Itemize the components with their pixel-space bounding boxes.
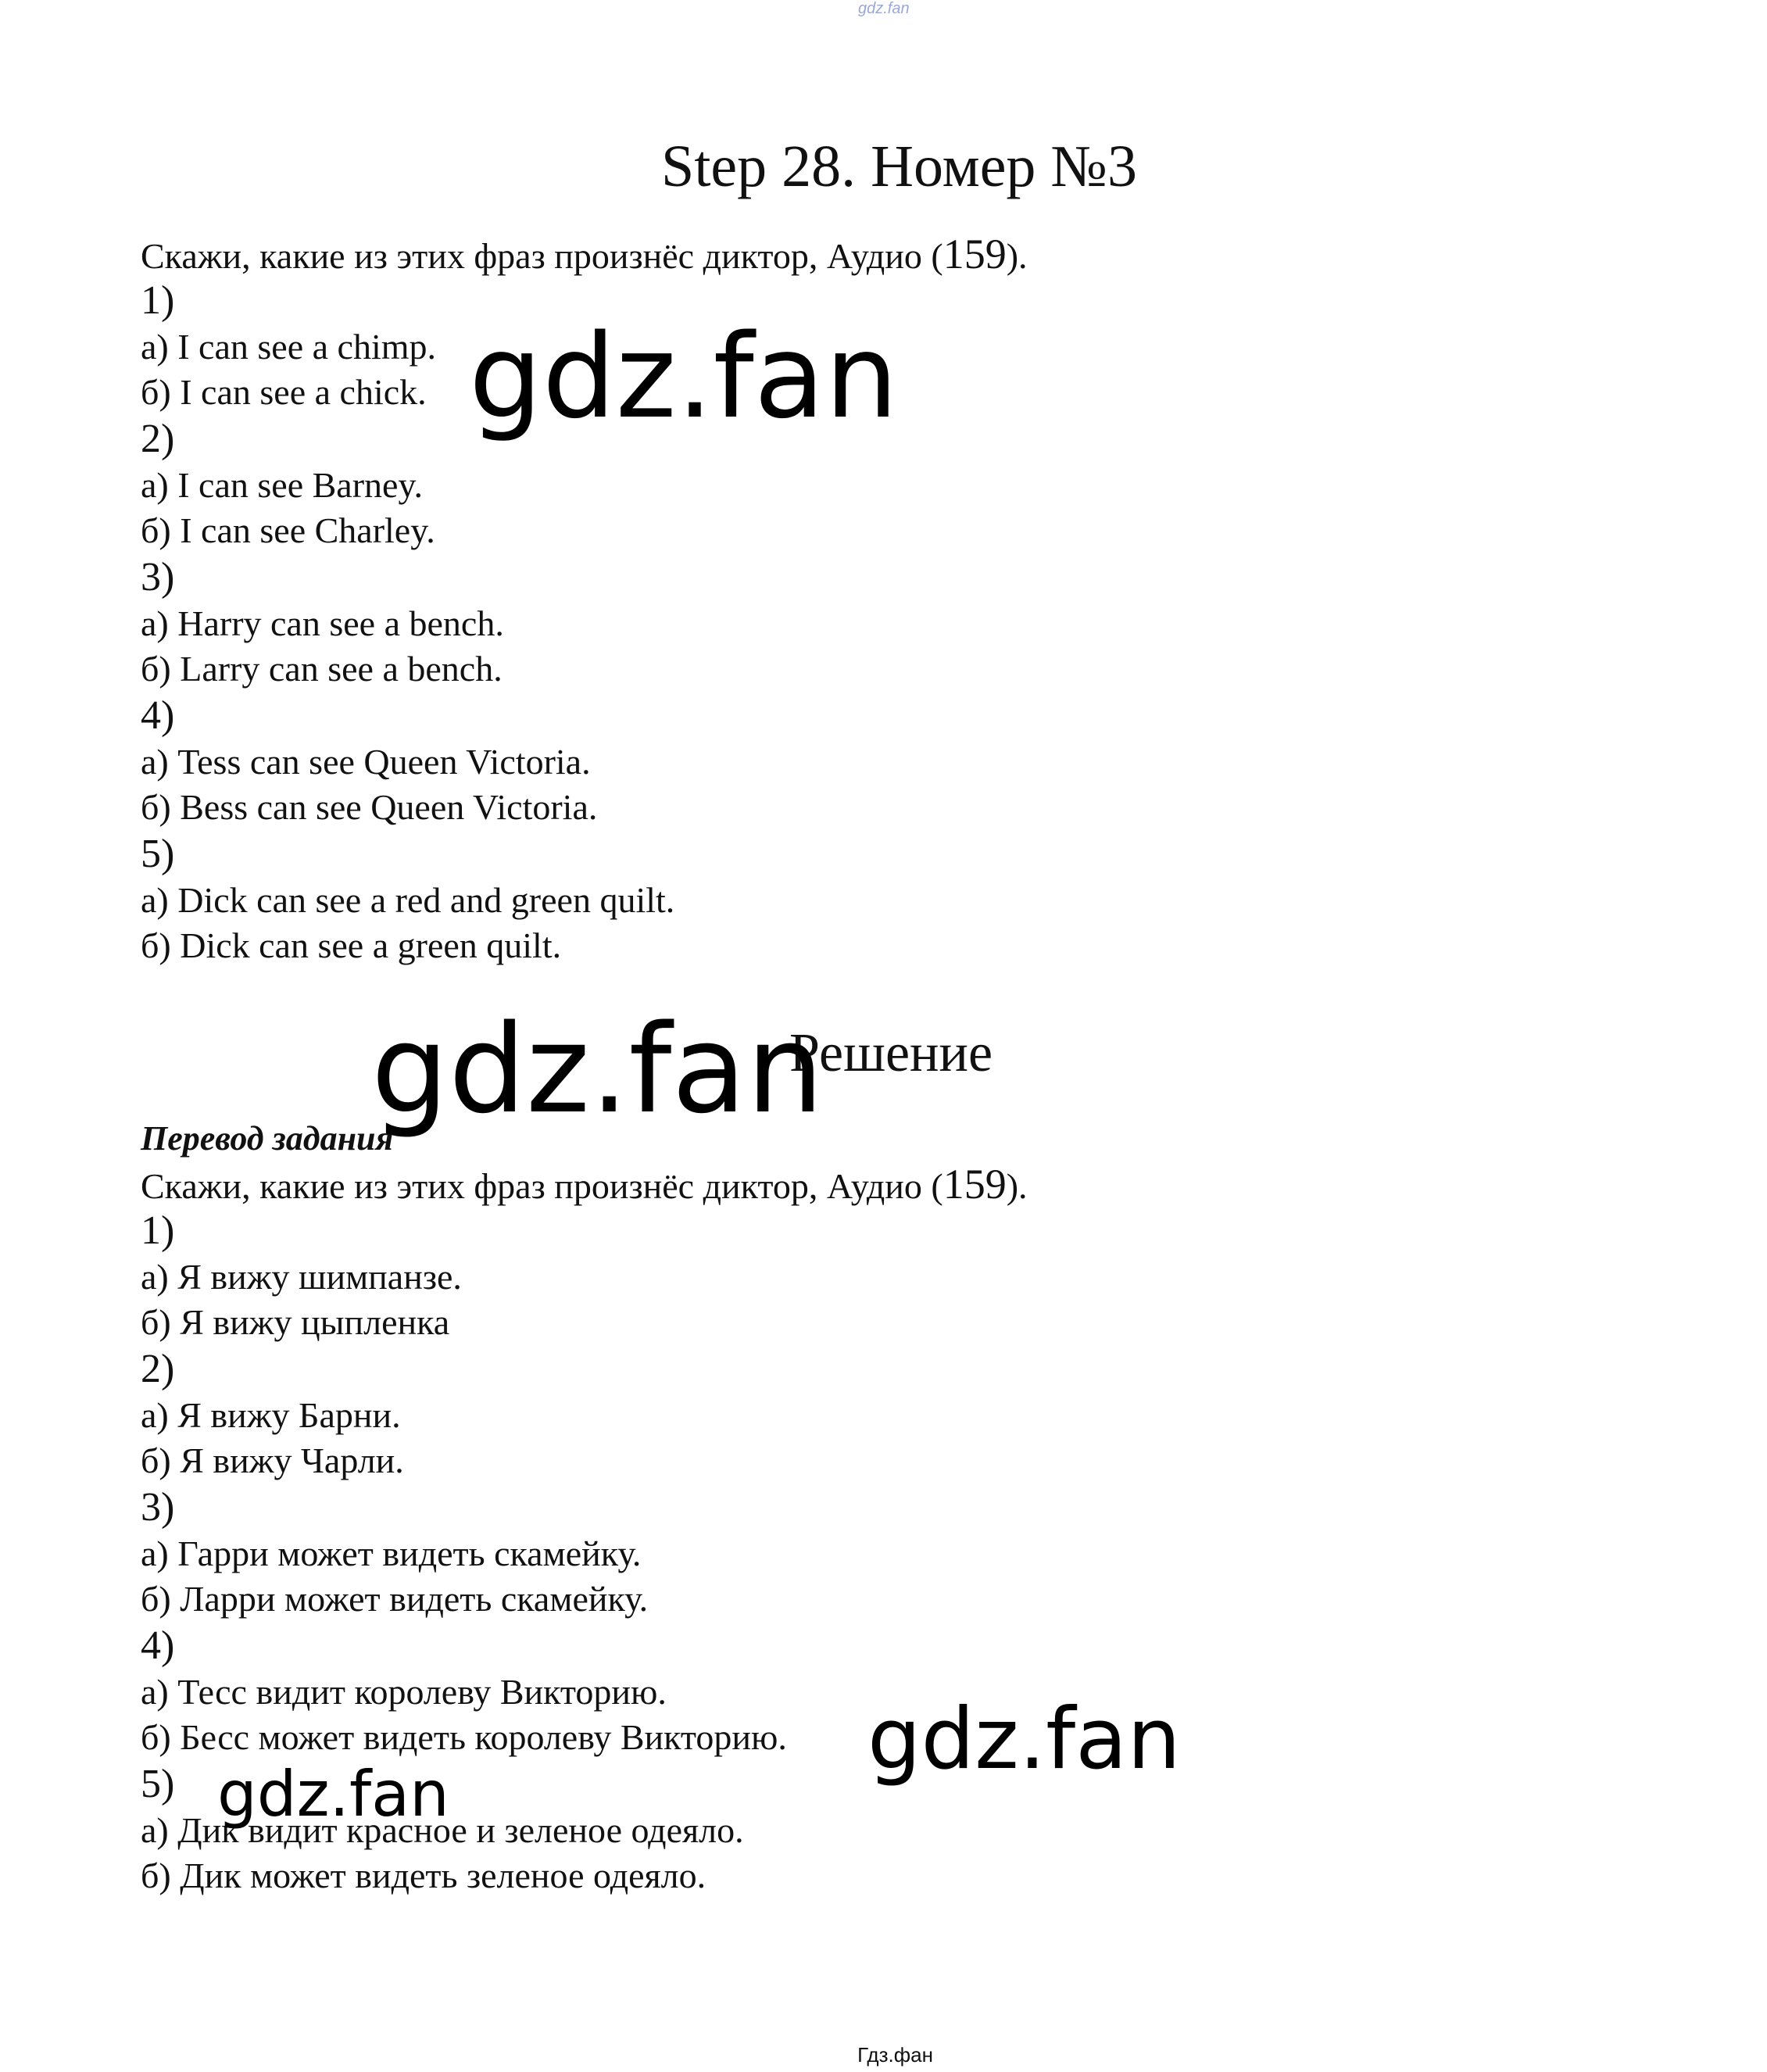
item-number: 3) xyxy=(141,1485,175,1530)
audio-number: 159 xyxy=(943,231,1007,277)
item-number: 4) xyxy=(141,1623,175,1668)
top-watermark: gdz.fan xyxy=(858,0,910,17)
option-a: а) Harry can see a bench. xyxy=(141,603,504,643)
instruction-end: ). xyxy=(1006,1166,1028,1206)
option-a: а) Гарри может видеть скамейку. xyxy=(141,1533,642,1573)
watermark: gdz.fan xyxy=(867,1691,1181,1788)
option-b: б) I can see Charley. xyxy=(141,510,435,550)
item-number: 2) xyxy=(141,417,175,461)
option-b: б) Я вижу цыпленка xyxy=(141,1302,450,1342)
option-b: б) Бесс может видеть королеву Викторию. xyxy=(141,1717,787,1757)
task-instruction xyxy=(141,231,1626,277)
option-a: а) Дик видит красное и зеленое одеяло. xyxy=(141,1810,744,1850)
item-number: 2) xyxy=(141,1347,175,1391)
solution-heading: Решение xyxy=(789,1023,993,1083)
instruction-text: Скажи, какие из этих фраз произнёс диктор, Аудио ( xyxy=(141,1166,943,1206)
item-number: 5) xyxy=(141,1762,175,1806)
option-b: б) Дик может видеть зеленое одеяло. xyxy=(141,1855,706,1895)
option-a: а) Я вижу Барни. xyxy=(141,1395,401,1435)
item-number: 5) xyxy=(141,832,175,876)
instruction-text: Скажи, какие из этих фраз произнёс диктор, Аудио ( xyxy=(141,236,943,276)
page-footer: Гдз.фан xyxy=(857,2043,933,2067)
watermark: gdz.fan xyxy=(371,998,824,1140)
instruction-end: ). xyxy=(1006,236,1028,276)
translation-heading: Перевод задания xyxy=(141,1119,394,1158)
option-b: б) Я вижу Чарли. xyxy=(141,1440,404,1480)
page-title: Step 28. Номер №3 xyxy=(661,134,1137,199)
option-a: а) I can see Barney. xyxy=(141,465,423,505)
option-b: б) Bess can see Queen Victoria. xyxy=(141,787,598,827)
watermark: gdz.fan xyxy=(469,310,899,444)
option-a: а) Tess can see Queen Victoria. xyxy=(141,742,591,782)
option-b: б) Ларри может видеть скамейку. xyxy=(141,1579,649,1619)
option-b: б) Dick can see a green quilt. xyxy=(141,925,562,965)
audio-number: 159 xyxy=(943,1161,1007,1208)
option-a: а) Я вижу шимпанзе. xyxy=(141,1257,462,1297)
option-a: а) I can see a chimp. xyxy=(141,327,437,367)
item-number: 1) xyxy=(141,278,175,323)
option-a: а) Dick can see a red and green quilt. xyxy=(141,880,675,920)
translation-instruction xyxy=(141,1161,1626,1207)
item-number: 3) xyxy=(141,555,175,599)
option-b: б) Larry can see a bench. xyxy=(141,649,503,689)
option-a: а) Тесс видит королеву Викторию. xyxy=(141,1672,667,1712)
item-number: 4) xyxy=(141,693,175,738)
watermark: gdz.fan xyxy=(217,1758,449,1830)
item-number: 1) xyxy=(141,1208,175,1253)
option-b: б) I can see a chick. xyxy=(141,372,427,412)
